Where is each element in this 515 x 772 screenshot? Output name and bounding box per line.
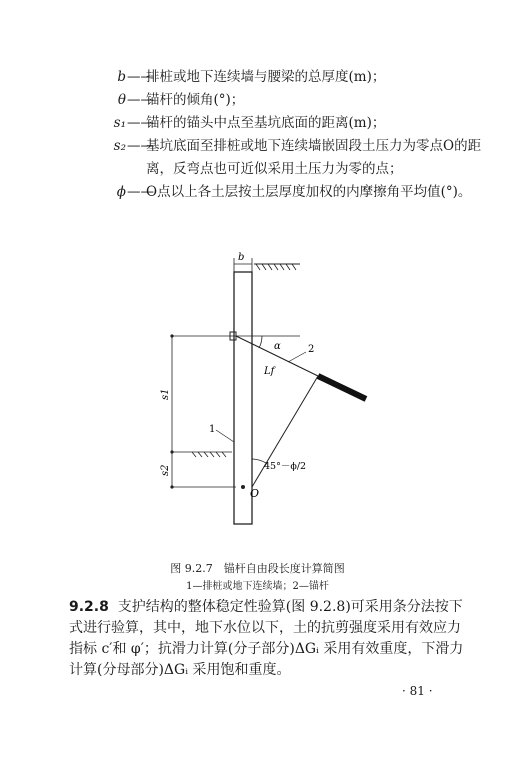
definition-symbol: b — [117, 69, 126, 85]
leader-1 — [216, 430, 234, 442]
label-failure-angle: 45°－ϕ/2 — [264, 461, 307, 472]
clause-number: 9.2.8 — [69, 599, 109, 615]
definition-dash: —— — [127, 138, 154, 154]
definition-text: 锚杆的锚头中点至基坑底面的距离(m)； — [146, 115, 386, 131]
definition-symbol: s₁ — [113, 115, 126, 131]
page-number: · 81 · — [402, 684, 433, 698]
definition-text: 基坑底面至排桩或地下连续墙嵌固段土压力为零点O的距离，反弯点也可近似采用土压力为零的点； — [146, 138, 482, 177]
definition-dash: —— — [127, 92, 154, 108]
s1-tick-top — [170, 334, 173, 337]
label-s1: s1 — [160, 388, 171, 400]
s1-tick-bottom — [170, 450, 173, 453]
clause-9-2-8 — [69, 597, 465, 681]
zero-point-o — [241, 485, 245, 489]
leader-2 — [288, 352, 306, 362]
clause-text: 支护结构的整体稳定性验算(图 9.2.8)可采用条分法按下式进行验算，其中，地下水位以下，土的抗剪强度采用有效应力指标 c′和 φ′；抗滑力计算(分子部分)ΔGᵢ 采用有效重度，下滑力计算(分母部分)ΔGᵢ 采用饱和重度。 — [69, 599, 464, 678]
label-1: 1 — [209, 424, 216, 435]
label-s2: s2 — [160, 464, 171, 476]
definition-dash: —— — [127, 115, 154, 131]
label-b: b — [238, 252, 245, 263]
definition-text: O点以上各土层按土层厚度加权的内摩擦角平均值(°)。 — [146, 184, 472, 200]
label-lf: Lf — [264, 366, 275, 377]
ground-hatch-pit — [192, 452, 226, 457]
label-alpha: α — [274, 341, 281, 352]
alpha-arc — [259, 336, 262, 348]
definition-dash: —— — [127, 184, 154, 200]
definition-text: 锚杆的倾角(°)； — [146, 92, 245, 108]
figure-caption: 图 9.2.7 锚杆自由段长度计算简图 — [170, 562, 345, 575]
definition-symbol: ϕ — [116, 184, 126, 200]
anchor-bond-segment — [318, 376, 366, 399]
definition-dash: —— — [127, 69, 154, 85]
definition-symbol: θ — [117, 92, 126, 108]
label-o: O — [250, 487, 260, 500]
ground-hatch-top — [256, 264, 296, 270]
figure-legend: 1—排桩或地下连续墙；2—锚杆 — [186, 581, 329, 592]
label-2: 2 — [308, 344, 315, 355]
s2-tick-bottom — [170, 485, 173, 488]
definition-text: 排桩或地下连续墙与腰梁的总厚度(m)； — [146, 69, 386, 85]
definition-symbol: s₂ — [113, 138, 126, 154]
